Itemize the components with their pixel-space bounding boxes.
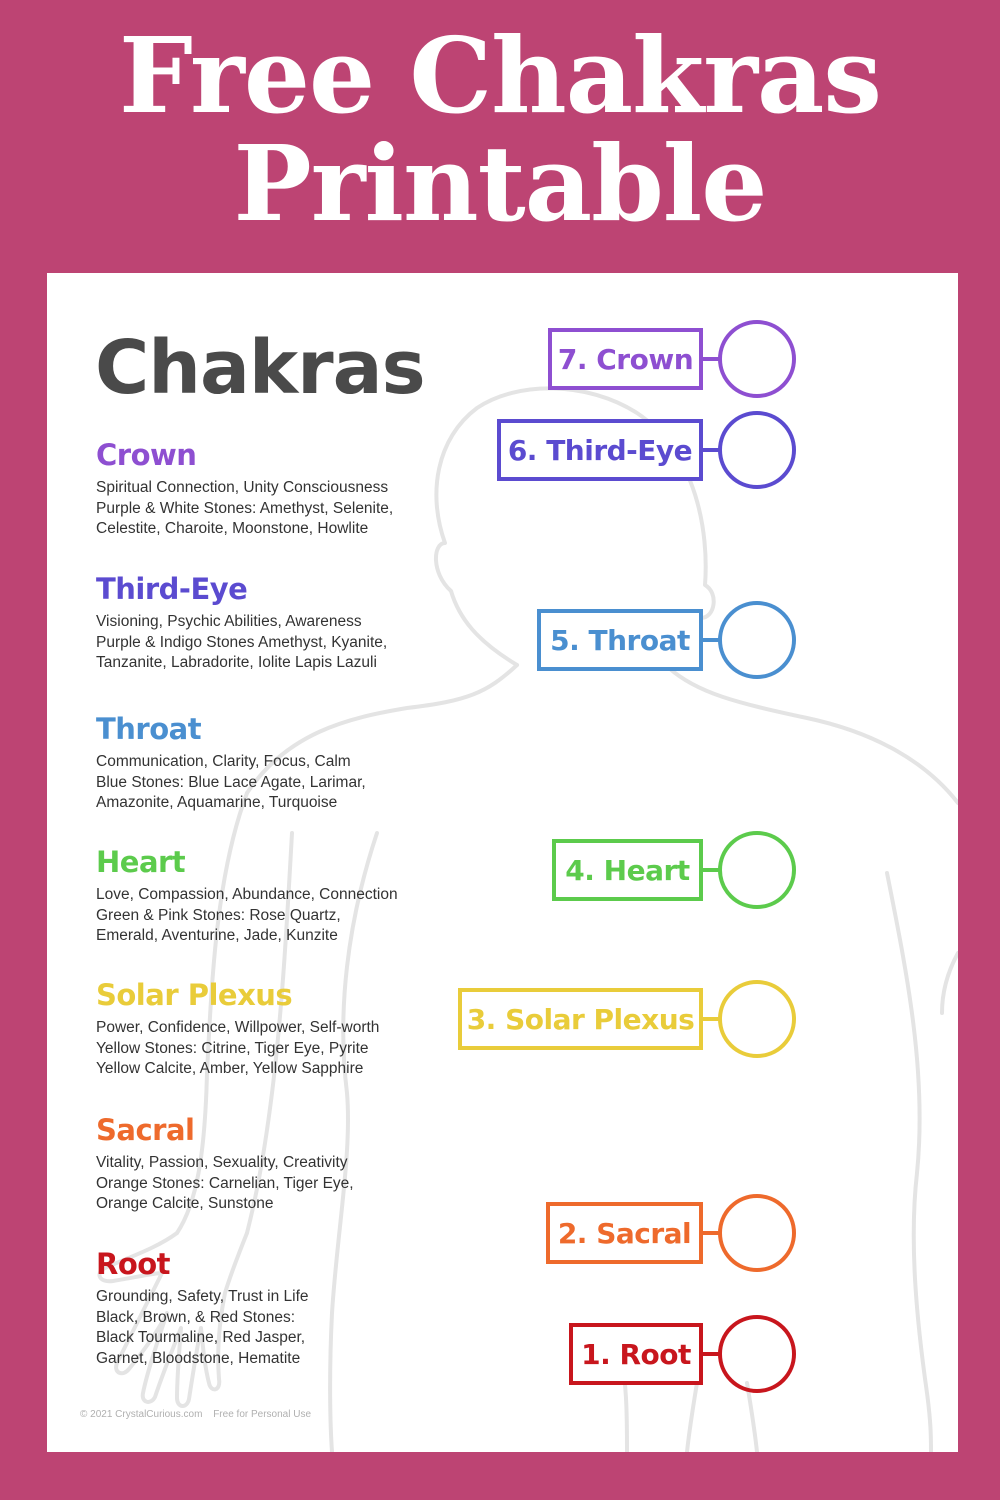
- printable-card: [47, 273, 958, 1452]
- chakra-meaning: Love, Compassion, Abundance, Connection: [96, 886, 398, 903]
- chakra-name: Root: [96, 1247, 171, 1281]
- chakra-entry-root: [96, 1247, 456, 1369]
- chakra-entry-crown: [96, 438, 456, 540]
- chakra-meaning: Visioning, Psychic Abilities, Awareness: [96, 613, 362, 630]
- chakra-entry-third-eye: [96, 572, 456, 674]
- chakra-stones: Yellow Stones: Citrine, Tiger Eye, Pyrite: [96, 1039, 369, 1057]
- solar-plexus-circle-icon: [718, 980, 796, 1058]
- chakra-entry-sacral: [96, 1113, 456, 1215]
- chakra-stones: Orange Calcite, Sunstone: [96, 1195, 274, 1213]
- chakra-meaning: Grounding, Safety, Trust in Life: [96, 1288, 309, 1305]
- chakra-meaning: Vitality, Passion, Sexuality, Creativity: [96, 1154, 348, 1171]
- crown-circle-icon: [718, 320, 796, 398]
- heart-circle-icon: [718, 831, 796, 909]
- marker-label-third-eye: 6. Third-Eye: [497, 419, 703, 481]
- chakra-stones: Blue Stones: Blue Lace Agate, Larimar,: [96, 773, 366, 791]
- marker-label-crown: 7. Crown: [548, 328, 703, 390]
- banner-title-line-2: Printable: [233, 122, 767, 245]
- chakra-stones: Amazonite, Aquamarine, Turquoise: [96, 794, 338, 812]
- chakra-name: Solar Plexus: [96, 978, 293, 1012]
- chakra-stones: Purple & Indigo Stones Amethyst, Kyanite,: [96, 633, 388, 651]
- copyright-text: © 2021 CrystalCurious.com: [80, 1409, 203, 1420]
- root-circle-icon: [718, 1315, 796, 1393]
- sacral-circle-icon: [718, 1194, 796, 1272]
- chakra-stones: Tanzanite, Labradorite, Iolite Lapis Lazuli: [96, 654, 377, 672]
- chakra-stones: Black Tourmaline, Red Jasper,: [96, 1329, 306, 1347]
- chakra-entry-throat: [96, 712, 456, 814]
- chakra-stones: Garnet, Bloodstone, Hematite: [96, 1349, 301, 1367]
- chakra-meaning: Power, Confidence, Willpower, Self-worth: [96, 1019, 380, 1036]
- chakra-name: Crown: [96, 438, 197, 472]
- chakra-stones: Orange Stones: Carnelian, Tiger Eye,: [96, 1174, 354, 1192]
- banner-title-line-1: Free Chakras: [119, 14, 881, 137]
- chakra-entry-heart: [96, 845, 456, 947]
- chakra-name: Sacral: [96, 1113, 195, 1147]
- banner-title: [0, 14, 1000, 245]
- marker-label-solar-plexus: 3. Solar Plexus: [458, 988, 703, 1050]
- marker-label-sacral: 2. Sacral: [546, 1202, 703, 1264]
- chakra-name: Throat: [96, 712, 202, 746]
- chakra-meaning: Spiritual Connection, Unity Consciousness: [96, 479, 389, 496]
- chakra-stones: Celestite, Charoite, Moonstone, Howlite: [96, 520, 369, 538]
- footer-note: [80, 1409, 311, 1420]
- marker-label-throat: 5. Throat: [537, 609, 703, 671]
- chakra-entry-solar-plexus: [96, 978, 456, 1080]
- chakra-stones: Green & Pink Stones: Rose Quartz,: [96, 906, 341, 924]
- chakra-meaning: Communication, Clarity, Focus, Calm: [96, 753, 351, 770]
- chakra-stones: Purple & White Stones: Amethyst, Selenite,: [96, 499, 394, 517]
- marker-label-root: 1. Root: [569, 1323, 703, 1385]
- chakra-stones: Yellow Calcite, Amber, Yellow Sapphire: [96, 1060, 364, 1078]
- chakra-name: Third-Eye: [96, 572, 248, 606]
- chakra-name: Heart: [96, 845, 186, 879]
- card-title: Chakras: [95, 325, 425, 411]
- chakra-stones: Emerald, Aventurine, Jade, Kunzite: [96, 927, 338, 945]
- throat-circle-icon: [718, 601, 796, 679]
- license-text: Free for Personal Use: [213, 1409, 312, 1420]
- third-eye-circle-icon: [718, 411, 796, 489]
- chakra-stones: Black, Brown, & Red Stones:: [96, 1308, 296, 1326]
- marker-label-heart: 4. Heart: [552, 839, 703, 901]
